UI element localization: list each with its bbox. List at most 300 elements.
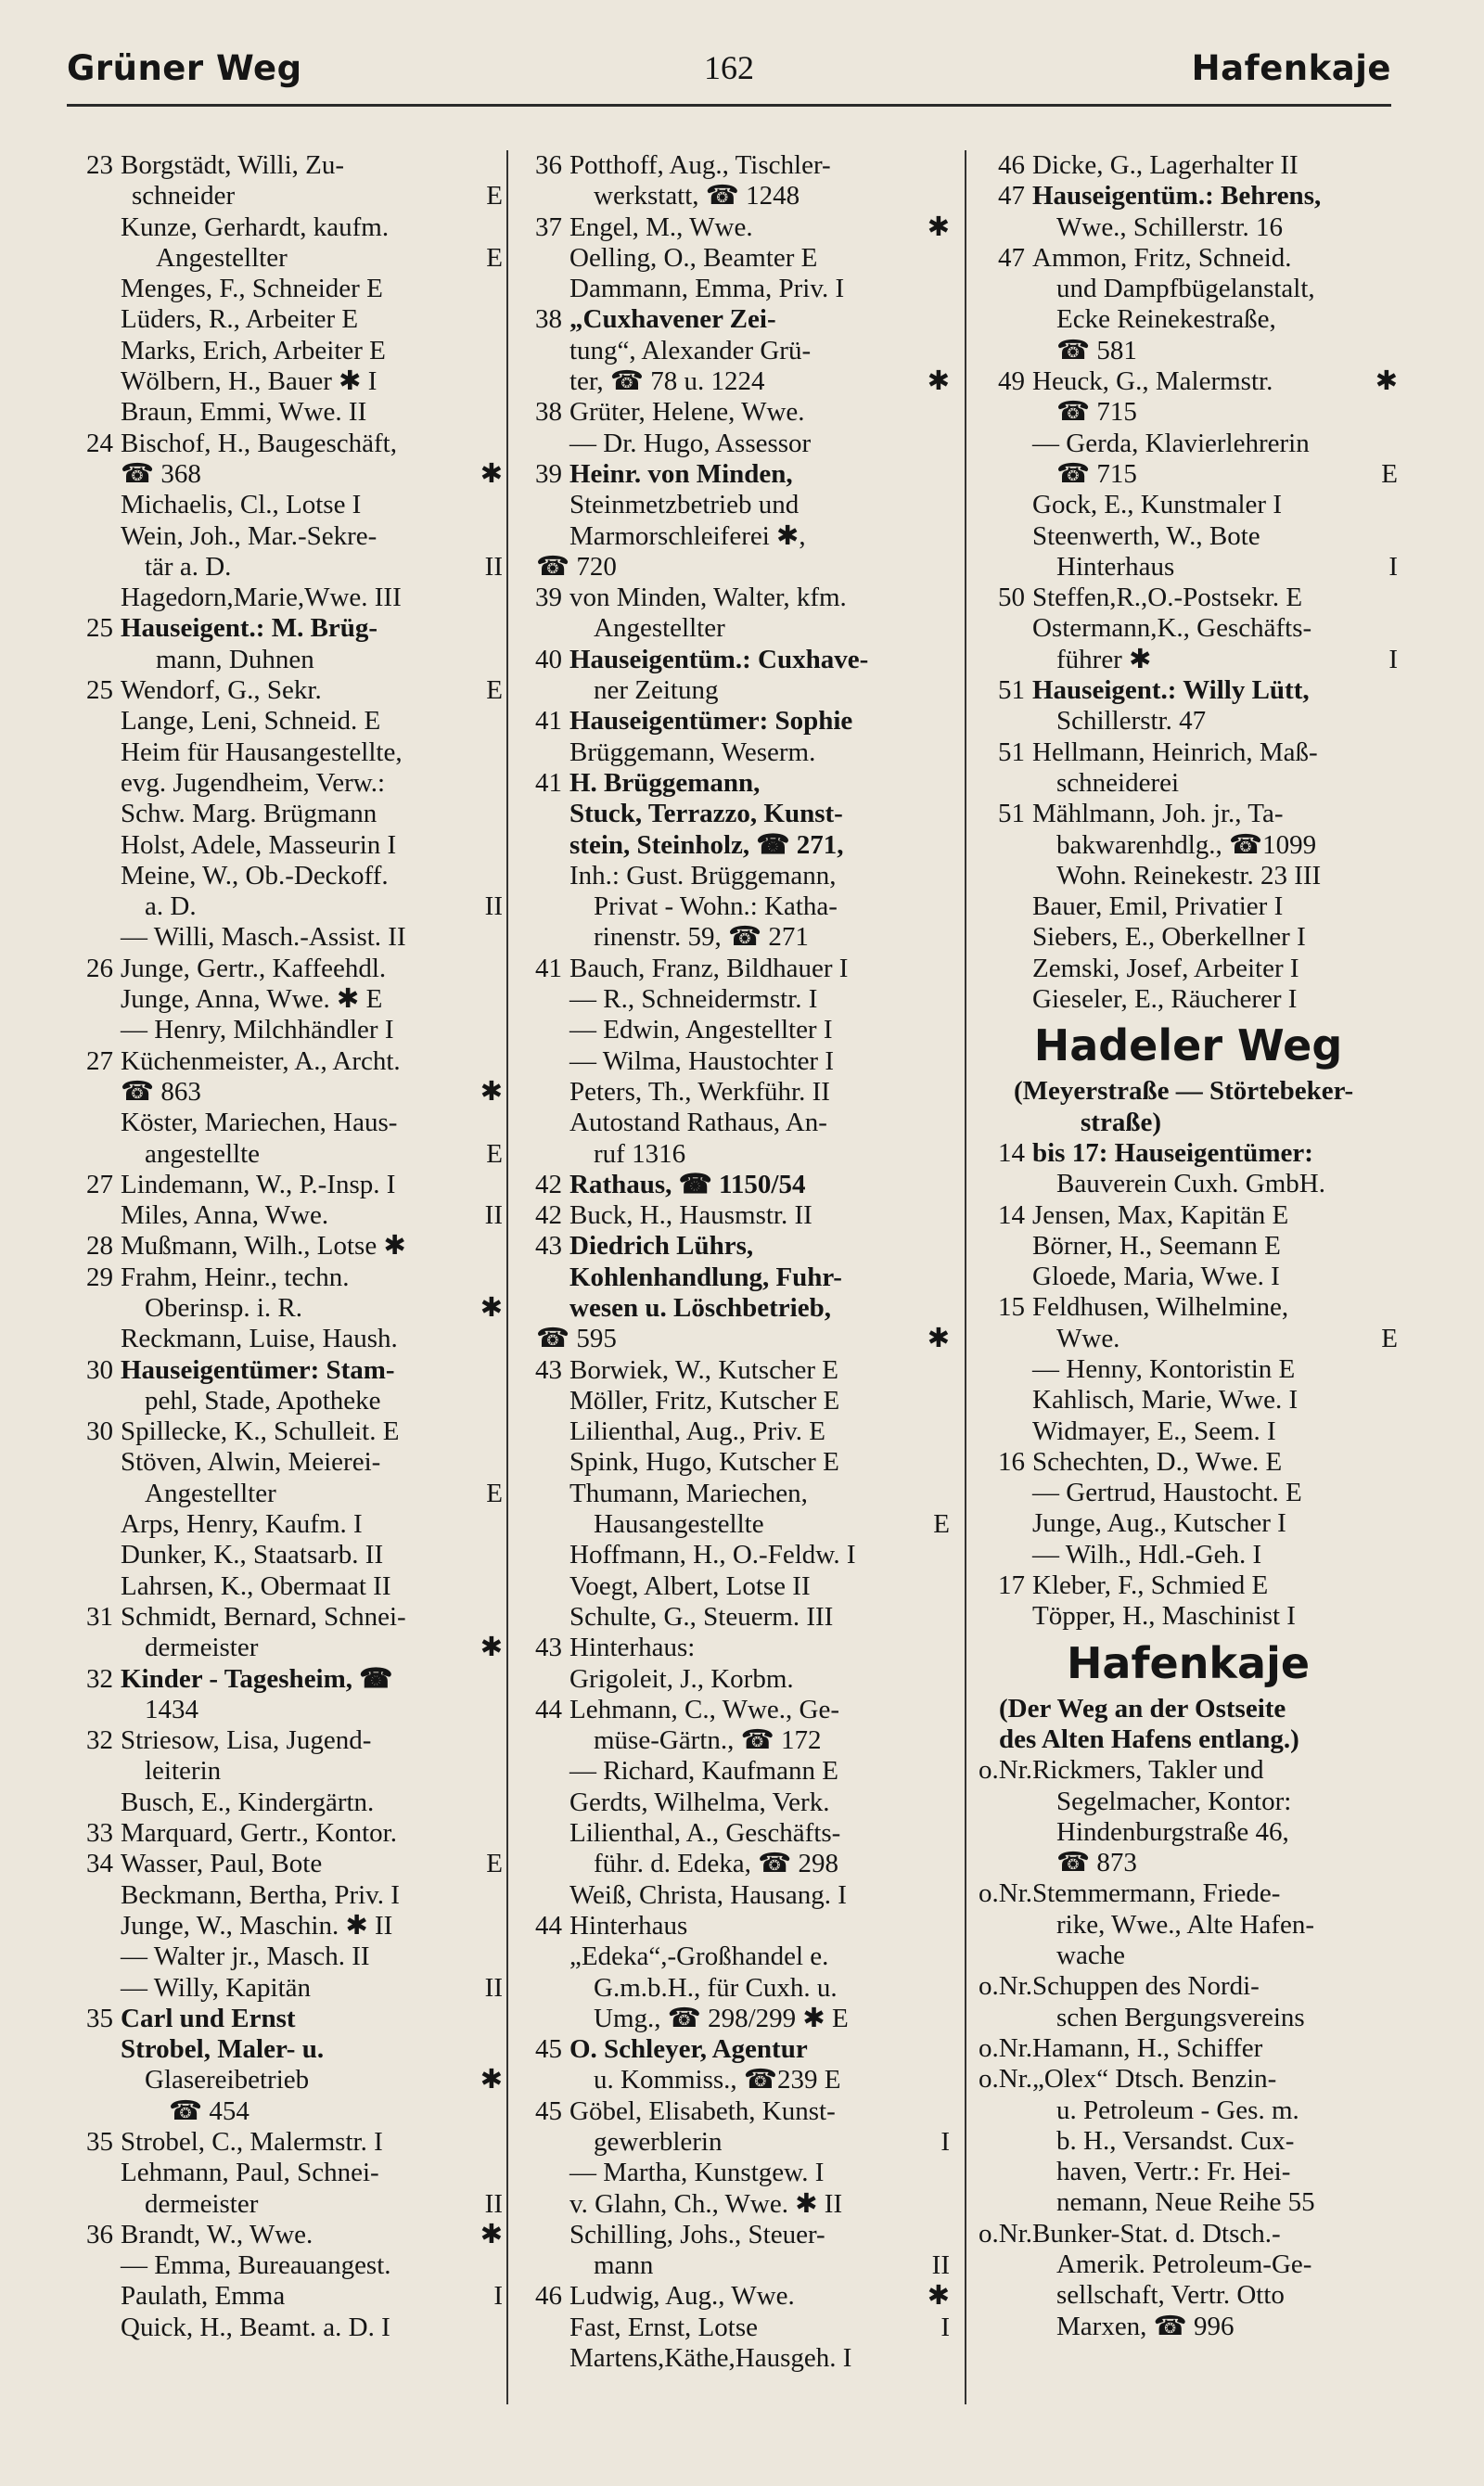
entry-text: ☎ 581	[1056, 335, 1137, 365]
entry-text: Hinterhaus:	[569, 1633, 696, 1663]
house-number: 32	[86, 1725, 113, 1756]
directory-entry	[979, 1200, 1398, 1231]
floor-marker: ✱	[480, 1633, 503, 1663]
directory-entry	[67, 1046, 503, 1077]
entry-text: Oelling, O., Beamter E	[569, 242, 818, 273]
entry-text: O. Schleyer, Agentur	[569, 2034, 808, 2065]
directory-entry	[516, 1386, 950, 1416]
directory-entry	[516, 1262, 950, 1293]
entry-text: Hauseigent.: Willy Lütt,	[1032, 675, 1310, 706]
house-number: 45	[535, 2034, 562, 2065]
directory-entry	[67, 954, 503, 984]
directory-entry	[979, 954, 1398, 984]
directory-entry	[979, 737, 1398, 768]
entry-text: ☎ 863	[121, 1076, 201, 1107]
floor-marker: ✱	[927, 211, 950, 242]
directory-column-3	[979, 150, 1398, 2342]
entry-text: Angestellter	[594, 613, 725, 644]
house-number: 51	[998, 737, 1025, 767]
entry-text: Dicke, G., Lagerhalter II	[1032, 150, 1298, 180]
directory-entry	[67, 1355, 503, 1386]
directory-entry	[516, 1108, 950, 1138]
directory-entry	[979, 212, 1398, 243]
directory-entry	[516, 397, 950, 428]
entry-text: straße)	[1081, 1107, 1161, 1137]
house-number: 38	[535, 397, 562, 428]
entry-text: dermeister	[145, 2188, 259, 2219]
directory-entry	[979, 768, 1398, 799]
entry-text: — Martha, Kunstgew. I	[569, 2158, 825, 2188]
entry-text: Gloede, Maria, Wwe. I	[1032, 1262, 1280, 1292]
house-number: 41	[535, 953, 562, 983]
entry-text: Lange, Leni, Schneid. E	[121, 706, 381, 737]
directory-entry	[516, 1756, 950, 1787]
entry-text: tär a. D.	[145, 551, 232, 582]
directory-entry	[516, 2065, 950, 2095]
directory-entry	[516, 1788, 950, 1818]
entry-text: Diedrich Lührs,	[569, 1231, 754, 1262]
directory-entry	[67, 2281, 503, 2312]
entry-text: ☎ 873	[1056, 1848, 1137, 1878]
column-divider	[506, 150, 508, 2404]
directory-entry	[516, 274, 950, 304]
entry-text: tung“, Alexander Grü-	[569, 335, 812, 365]
directory-entry	[979, 336, 1398, 366]
entry-text: Engel, M., Wwe.	[569, 211, 753, 242]
directory-entry	[67, 1386, 503, 1416]
directory-entry	[67, 1571, 503, 1602]
entry-text: — Richard, Kaufmann E	[569, 1756, 838, 1787]
house-number: 16	[998, 1446, 1025, 1477]
entry-text: „Cuxhavener Zei-	[569, 304, 776, 335]
house-number: 40	[535, 644, 562, 674]
directory-entry	[979, 150, 1398, 181]
directory-entry	[979, 613, 1398, 644]
directory-entry	[979, 1601, 1398, 1632]
entry-text: stein, Steinholz, ☎ 271,	[569, 829, 844, 860]
entry-text: Segelmacher, Kontor:	[1056, 1786, 1292, 1816]
floor-marker: ✱	[927, 1324, 950, 1354]
house-number: o.Nr.	[979, 1971, 1032, 2002]
entry-text: Köster, Mariechen, Haus-	[121, 1108, 398, 1138]
house-number: 32	[86, 1663, 113, 1694]
entry-text: Marks, Erich, Arbeiter E	[121, 335, 386, 365]
entry-text: Gock, E., Kunstmaler I	[1032, 490, 1282, 520]
house-number: 50	[998, 583, 1025, 613]
directory-entry	[516, 2034, 950, 2065]
header-rule	[67, 104, 1391, 107]
directory-entry	[979, 1817, 1398, 1848]
directory-entry	[67, 1756, 503, 1787]
house-number: 25	[86, 675, 113, 706]
directory-entry	[979, 1231, 1398, 1262]
house-number: 36	[86, 2219, 113, 2249]
directory-entry	[67, 1077, 503, 1108]
entry-text: Siebers, E., Oberkellner I	[1032, 922, 1306, 953]
directory-entry	[979, 799, 1398, 829]
directory-entry	[979, 830, 1398, 861]
entry-text: Möller, Fritz, Kutscher E	[569, 1385, 840, 1416]
directory-entry	[979, 490, 1398, 520]
directory-entry	[516, 1170, 950, 1200]
entry-text: Buck, H., Hausmstr. II	[569, 1200, 812, 1231]
directory-entry	[516, 1046, 950, 1077]
house-number: 51	[998, 675, 1025, 706]
column-divider	[965, 150, 966, 2404]
directory-entry	[67, 1695, 503, 1725]
entry-text: Angestellter	[156, 242, 288, 273]
floor-marker: E	[486, 181, 503, 211]
floor-marker: E	[486, 675, 503, 706]
directory-entry	[516, 1941, 950, 1972]
entry-text: ☎ 720	[536, 551, 617, 582]
directory-entry	[67, 181, 503, 211]
directory-entry	[516, 1973, 950, 2004]
entry-text: Ammon, Fritz, Schneid.	[1032, 242, 1292, 273]
entry-text: — Emma, Bureauangest.	[121, 2250, 391, 2281]
entry-text: Wwe., Schillerstr. 16	[1056, 211, 1284, 242]
entry-text: „Edeka“,-Großhandel e.	[569, 1941, 829, 1972]
entry-text: H. Brüggemann,	[569, 767, 761, 798]
entry-text: sellschaft, Vertr. Otto	[1056, 2280, 1285, 2311]
entry-text: „Olex“ Dtsch. Benzin-	[1032, 2064, 1277, 2095]
entry-text: Bunker-Stat. d. Dtsch.-	[1032, 2218, 1281, 2249]
directory-entry	[979, 706, 1398, 737]
entry-text: Hauseigentüm.: Behrens,	[1032, 181, 1322, 211]
directory-entry	[516, 891, 950, 922]
directory-entry	[516, 1077, 950, 1108]
entry-text: von Minden, Walter, kfm.	[569, 583, 847, 613]
house-number: 51	[998, 799, 1025, 829]
directory-entry	[979, 922, 1398, 953]
entry-text: Grigoleit, J., Korbm.	[569, 1663, 794, 1694]
floor-marker: II	[484, 891, 503, 922]
entry-text: des Alten Hafens entlang.)	[999, 1724, 1299, 1754]
directory-entry	[67, 768, 503, 799]
entry-text: ☎ 715	[1056, 458, 1137, 489]
directory-entry	[979, 1354, 1398, 1385]
floor-marker: ✱	[480, 458, 503, 489]
directory-entry	[979, 243, 1398, 274]
directory-entry	[67, 891, 503, 922]
house-number: 35	[86, 2003, 113, 2033]
house-number: 24	[86, 428, 113, 458]
floor-marker: ✱	[1375, 366, 1398, 397]
entry-text: Schuppen des Nordi-	[1032, 1971, 1260, 2002]
house-number: o.Nr.	[979, 2218, 1032, 2249]
directory-entry	[67, 1911, 503, 1941]
house-number: 45	[535, 2095, 562, 2126]
entry-text: Wölbern, H., Bauer ✱ I	[121, 366, 377, 397]
entry-text: Feldhusen, Wilhelmine,	[1032, 1292, 1289, 1323]
directory-entry	[516, 2004, 950, 2034]
floor-marker: I	[940, 2127, 950, 2157]
directory-entry	[67, 1447, 503, 1478]
directory-entry	[67, 1818, 503, 1849]
house-number: 30	[86, 1354, 113, 1385]
entry-text: Fast, Ernst, Lotse	[569, 2312, 758, 2342]
entry-text: Oberinsp. i. R.	[145, 1292, 302, 1323]
directory-entry	[67, 429, 503, 459]
entry-text: Hinterhaus	[569, 1910, 688, 1941]
directory-entry	[979, 397, 1398, 428]
entry-text: a. D.	[145, 891, 197, 922]
floor-marker: II	[931, 2250, 950, 2281]
entry-text: Steinmetzbetrieb und	[569, 490, 800, 520]
directory-entry	[516, 984, 950, 1015]
directory-entry	[67, 2004, 503, 2034]
directory-entry	[979, 1910, 1398, 1941]
directory-entry	[516, 1725, 950, 1756]
entry-text: Steenwerth, W., Bote	[1032, 520, 1260, 551]
directory-entry	[979, 1724, 1398, 1755]
entry-text: schneider	[132, 181, 236, 211]
directory-entry	[516, 2096, 950, 2127]
entry-text: Schulte, G., Steuerm. III	[569, 1601, 834, 1632]
directory-entry	[516, 2158, 950, 2188]
directory-entry	[979, 1755, 1398, 1786]
entry-text: — Edwin, Angestellter I	[569, 1015, 833, 1045]
house-number: o.Nr.	[979, 2032, 1032, 2063]
floor-marker: ✱	[480, 2219, 503, 2249]
entry-text: Braun, Emmi, Wwe. II	[121, 397, 367, 428]
entry-text: mann, Duhnen	[156, 644, 314, 674]
house-number: 44	[535, 1694, 562, 1724]
directory-entry	[979, 1508, 1398, 1539]
entry-text: Junge, Gertr., Kaffeehdl.	[121, 953, 387, 983]
entry-text: Strobel, C., Malermstr. I	[121, 2127, 383, 2157]
entry-text: Umg., ☎ 298/299 ✱ E	[594, 2003, 849, 2033]
directory-entry	[67, 150, 503, 181]
floor-marker: E	[486, 242, 503, 273]
entry-text: ruf 1316	[594, 1138, 686, 1169]
directory-column-2	[516, 150, 950, 2374]
entry-text: Rathaus, ☎ 1150/54	[569, 1169, 806, 1199]
entry-text: Kinder - Tagesheim, ☎	[121, 1663, 393, 1694]
directory-entry	[979, 2064, 1398, 2095]
directory-entry	[516, 1602, 950, 1633]
directory-entry	[67, 1231, 503, 1262]
directory-entry	[979, 274, 1398, 304]
entry-text: Schilling, Johs., Steuer-	[569, 2219, 825, 2249]
entry-text: mann	[594, 2250, 654, 2281]
directory-entry	[67, 336, 503, 366]
floor-marker: I	[1388, 644, 1398, 674]
house-number: 34	[86, 1849, 113, 1879]
directory-entry	[516, 613, 950, 644]
entry-text: Autostand Rathaus, An-	[569, 1108, 827, 1138]
entry-text: evg. Jugendheim, Verw.:	[121, 767, 386, 798]
directory-entry	[979, 1385, 1398, 1416]
entry-text: dermeister	[145, 1633, 259, 1663]
entry-text: werkstatt, ☎ 1248	[594, 181, 800, 211]
entry-text: Busch, E., Kindergärtn.	[121, 1787, 375, 1817]
house-number: 28	[86, 1231, 113, 1262]
directory-entry	[516, 1293, 950, 1324]
entry-text: leiterin	[145, 1756, 222, 1787]
directory-entry	[67, 1849, 503, 1879]
entry-text: Hamann, H., Schiffer	[1032, 2032, 1263, 2063]
entry-text: — Henny, Kontoristin E	[1032, 1353, 1296, 1384]
directory-entry	[979, 1540, 1398, 1570]
floor-marker: ✱	[927, 366, 950, 397]
directory-entry	[516, 2250, 950, 2281]
entry-text: Mählmann, Joh. jr., Ta-	[1032, 799, 1284, 829]
directory-entry	[516, 1447, 950, 1478]
entry-text: Martens,Käthe,Hausgeh. I	[569, 2343, 852, 2374]
entry-text: Bauer, Emil, Privatier I	[1032, 891, 1284, 922]
entry-text: Heuck, G., Malermstr.	[1032, 366, 1273, 397]
house-number: 35	[86, 2127, 113, 2157]
directory-entry	[516, 922, 950, 953]
directory-entry	[516, 2220, 950, 2250]
entry-text: v. Glahn, Ch., Wwe. ✱ II	[569, 2188, 843, 2219]
directory-entry	[516, 1633, 950, 1663]
directory-entry	[516, 304, 950, 335]
entry-text: führ. d. Edeka, ☎ 298	[594, 1849, 839, 1879]
entry-text: Weiß, Christa, Hausang. I	[569, 1879, 847, 1910]
directory-entry	[516, 1015, 950, 1045]
directory-entry	[516, 1911, 950, 1941]
directory-entry	[979, 552, 1398, 583]
entry-text: Ludwig, Aug., Wwe.	[569, 2281, 795, 2312]
entry-text: Ostermann,K., Geschäfts-	[1032, 613, 1312, 644]
entry-text: Thumann, Mariechen,	[569, 1478, 808, 1508]
entry-text: Schechten, D., Wwe. E	[1032, 1446, 1283, 1477]
entry-text: Glasereibetrieb	[145, 2065, 310, 2095]
directory-entry	[979, 1324, 1398, 1354]
entry-text: Borwiek, W., Kutscher E	[569, 1354, 838, 1385]
floor-marker: E	[1381, 1323, 1398, 1353]
directory-entry	[67, 2189, 503, 2220]
entry-text: Wendorf, G., Sekr.	[121, 675, 322, 706]
directory-entry	[67, 397, 503, 428]
directory-entry	[979, 2249, 1398, 2280]
directory-entry	[979, 675, 1398, 706]
entry-text: Inh.: Gust. Brüggemann,	[569, 860, 837, 891]
page-header	[67, 48, 1391, 96]
directory-entry	[516, 830, 950, 861]
entry-text: Bauch, Franz, Bildhauer I	[569, 953, 849, 983]
directory-entry	[979, 583, 1398, 613]
directory-entry	[516, 1571, 950, 1602]
floor-marker: I	[940, 2312, 950, 2342]
directory-entry	[979, 366, 1398, 397]
directory-entry	[67, 645, 503, 675]
floor-marker: E	[486, 1138, 503, 1169]
entry-text: haven, Vertr.: Fr. Hei-	[1056, 2157, 1291, 2187]
directory-entry	[516, 706, 950, 737]
directory-entry	[979, 1262, 1398, 1292]
directory-entry	[67, 552, 503, 583]
entry-text: pehl, Stade, Apotheke	[145, 1385, 381, 1416]
directory-entry	[67, 459, 503, 490]
directory-entry	[67, 1509, 503, 1540]
entry-text: Borgstädt, Willi, Zu-	[121, 150, 345, 180]
entry-text: Dunker, K., Staatsarb. II	[121, 1540, 384, 1570]
directory-entry	[516, 243, 950, 274]
entry-text: Meine, W., Ob.-Deckoff.	[121, 860, 389, 891]
entry-text: Lilienthal, A., Geschäfts-	[569, 1818, 841, 1849]
directory-entry	[979, 861, 1398, 891]
directory-entry	[516, 2189, 950, 2220]
directory-entry	[516, 2127, 950, 2158]
house-number: 47	[998, 181, 1025, 211]
floor-marker: II	[484, 1200, 503, 1231]
directory-entry	[67, 1602, 503, 1633]
directory-entry	[67, 1725, 503, 1756]
directory-entry	[516, 150, 950, 181]
directory-entry	[67, 2158, 503, 2188]
entry-text: Striesow, Lisa, Jugend-	[121, 1725, 372, 1756]
directory-entry	[67, 583, 503, 613]
entry-text: — Gertrud, Haustocht. E	[1032, 1478, 1302, 1508]
entry-text: Schw. Marg. Brügmann	[121, 799, 377, 829]
entry-text: Frahm, Heinr., techn.	[121, 1262, 350, 1292]
entry-text: u. Petroleum - Ges. m.	[1056, 2095, 1299, 2125]
entry-text: gewerblerin	[594, 2127, 723, 2157]
directory-entry	[67, 243, 503, 274]
directory-entry	[979, 1447, 1398, 1478]
directory-entry	[67, 1139, 503, 1170]
entry-text: Voegt, Albert, Lotse II	[569, 1570, 811, 1601]
entry-text: schneiderei	[1056, 767, 1180, 798]
entry-text: Hausangestellte	[594, 1509, 764, 1540]
directory-entry	[979, 2219, 1398, 2249]
house-number: 47	[998, 242, 1025, 273]
entry-text: Grüter, Helene, Wwe.	[569, 397, 805, 428]
entry-text: Lilienthal, Aug., Priv. E	[569, 1416, 826, 1447]
directory-entry	[516, 1880, 950, 1911]
entry-text: Küchenmeister, A., Archt.	[121, 1045, 401, 1076]
floor-marker: ✱	[927, 2281, 950, 2312]
directory-entry	[516, 336, 950, 366]
entry-text: Spink, Hugo, Kutscher E	[569, 1447, 839, 1478]
directory-entry	[67, 304, 503, 335]
directory-entry	[979, 2003, 1398, 2033]
entry-text: Börner, H., Seemann E	[1032, 1230, 1281, 1261]
entry-text: — Wilh., Hdl.-Geh. I	[1032, 1539, 1262, 1570]
house-number: 39	[535, 458, 562, 489]
entry-text: (Der Weg an der Ostseite	[999, 1693, 1286, 1724]
house-number: 46	[535, 2281, 562, 2312]
entry-text: nemann, Neue Reihe 55	[1056, 2187, 1315, 2218]
directory-entry	[979, 1169, 1398, 1199]
directory-entry	[979, 1076, 1398, 1107]
house-number: 33	[86, 1818, 113, 1849]
house-number: 26	[86, 953, 113, 983]
directory-entry	[516, 861, 950, 891]
floor-marker: E	[1381, 458, 1398, 489]
entry-text: Hagedorn,Marie,Wwe. III	[121, 583, 402, 613]
house-number: 30	[86, 1416, 113, 1447]
entry-text: Bischof, H., Baugeschäft,	[121, 428, 397, 458]
directory-entry	[516, 1200, 950, 1231]
entry-text: rinenstr. 59, ☎ 271	[594, 922, 809, 953]
directory-entry	[67, 1788, 503, 1818]
directory-entry	[67, 366, 503, 397]
directory-entry	[67, 2313, 503, 2343]
entry-text: Amerik. Petroleum-Ge-	[1056, 2249, 1312, 2279]
entry-text: ner Zeitung	[594, 675, 719, 706]
entry-text: Marmorschleiferei ✱,	[569, 520, 806, 551]
entry-text: ☎ 715	[1056, 397, 1137, 428]
directory-entry	[979, 2280, 1398, 2311]
entry-text: Lahrsen, K., Obermaat II	[121, 1570, 391, 1601]
directory-entry	[67, 521, 503, 552]
floor-marker: ✱	[480, 1292, 503, 1323]
directory-entry	[67, 922, 503, 953]
